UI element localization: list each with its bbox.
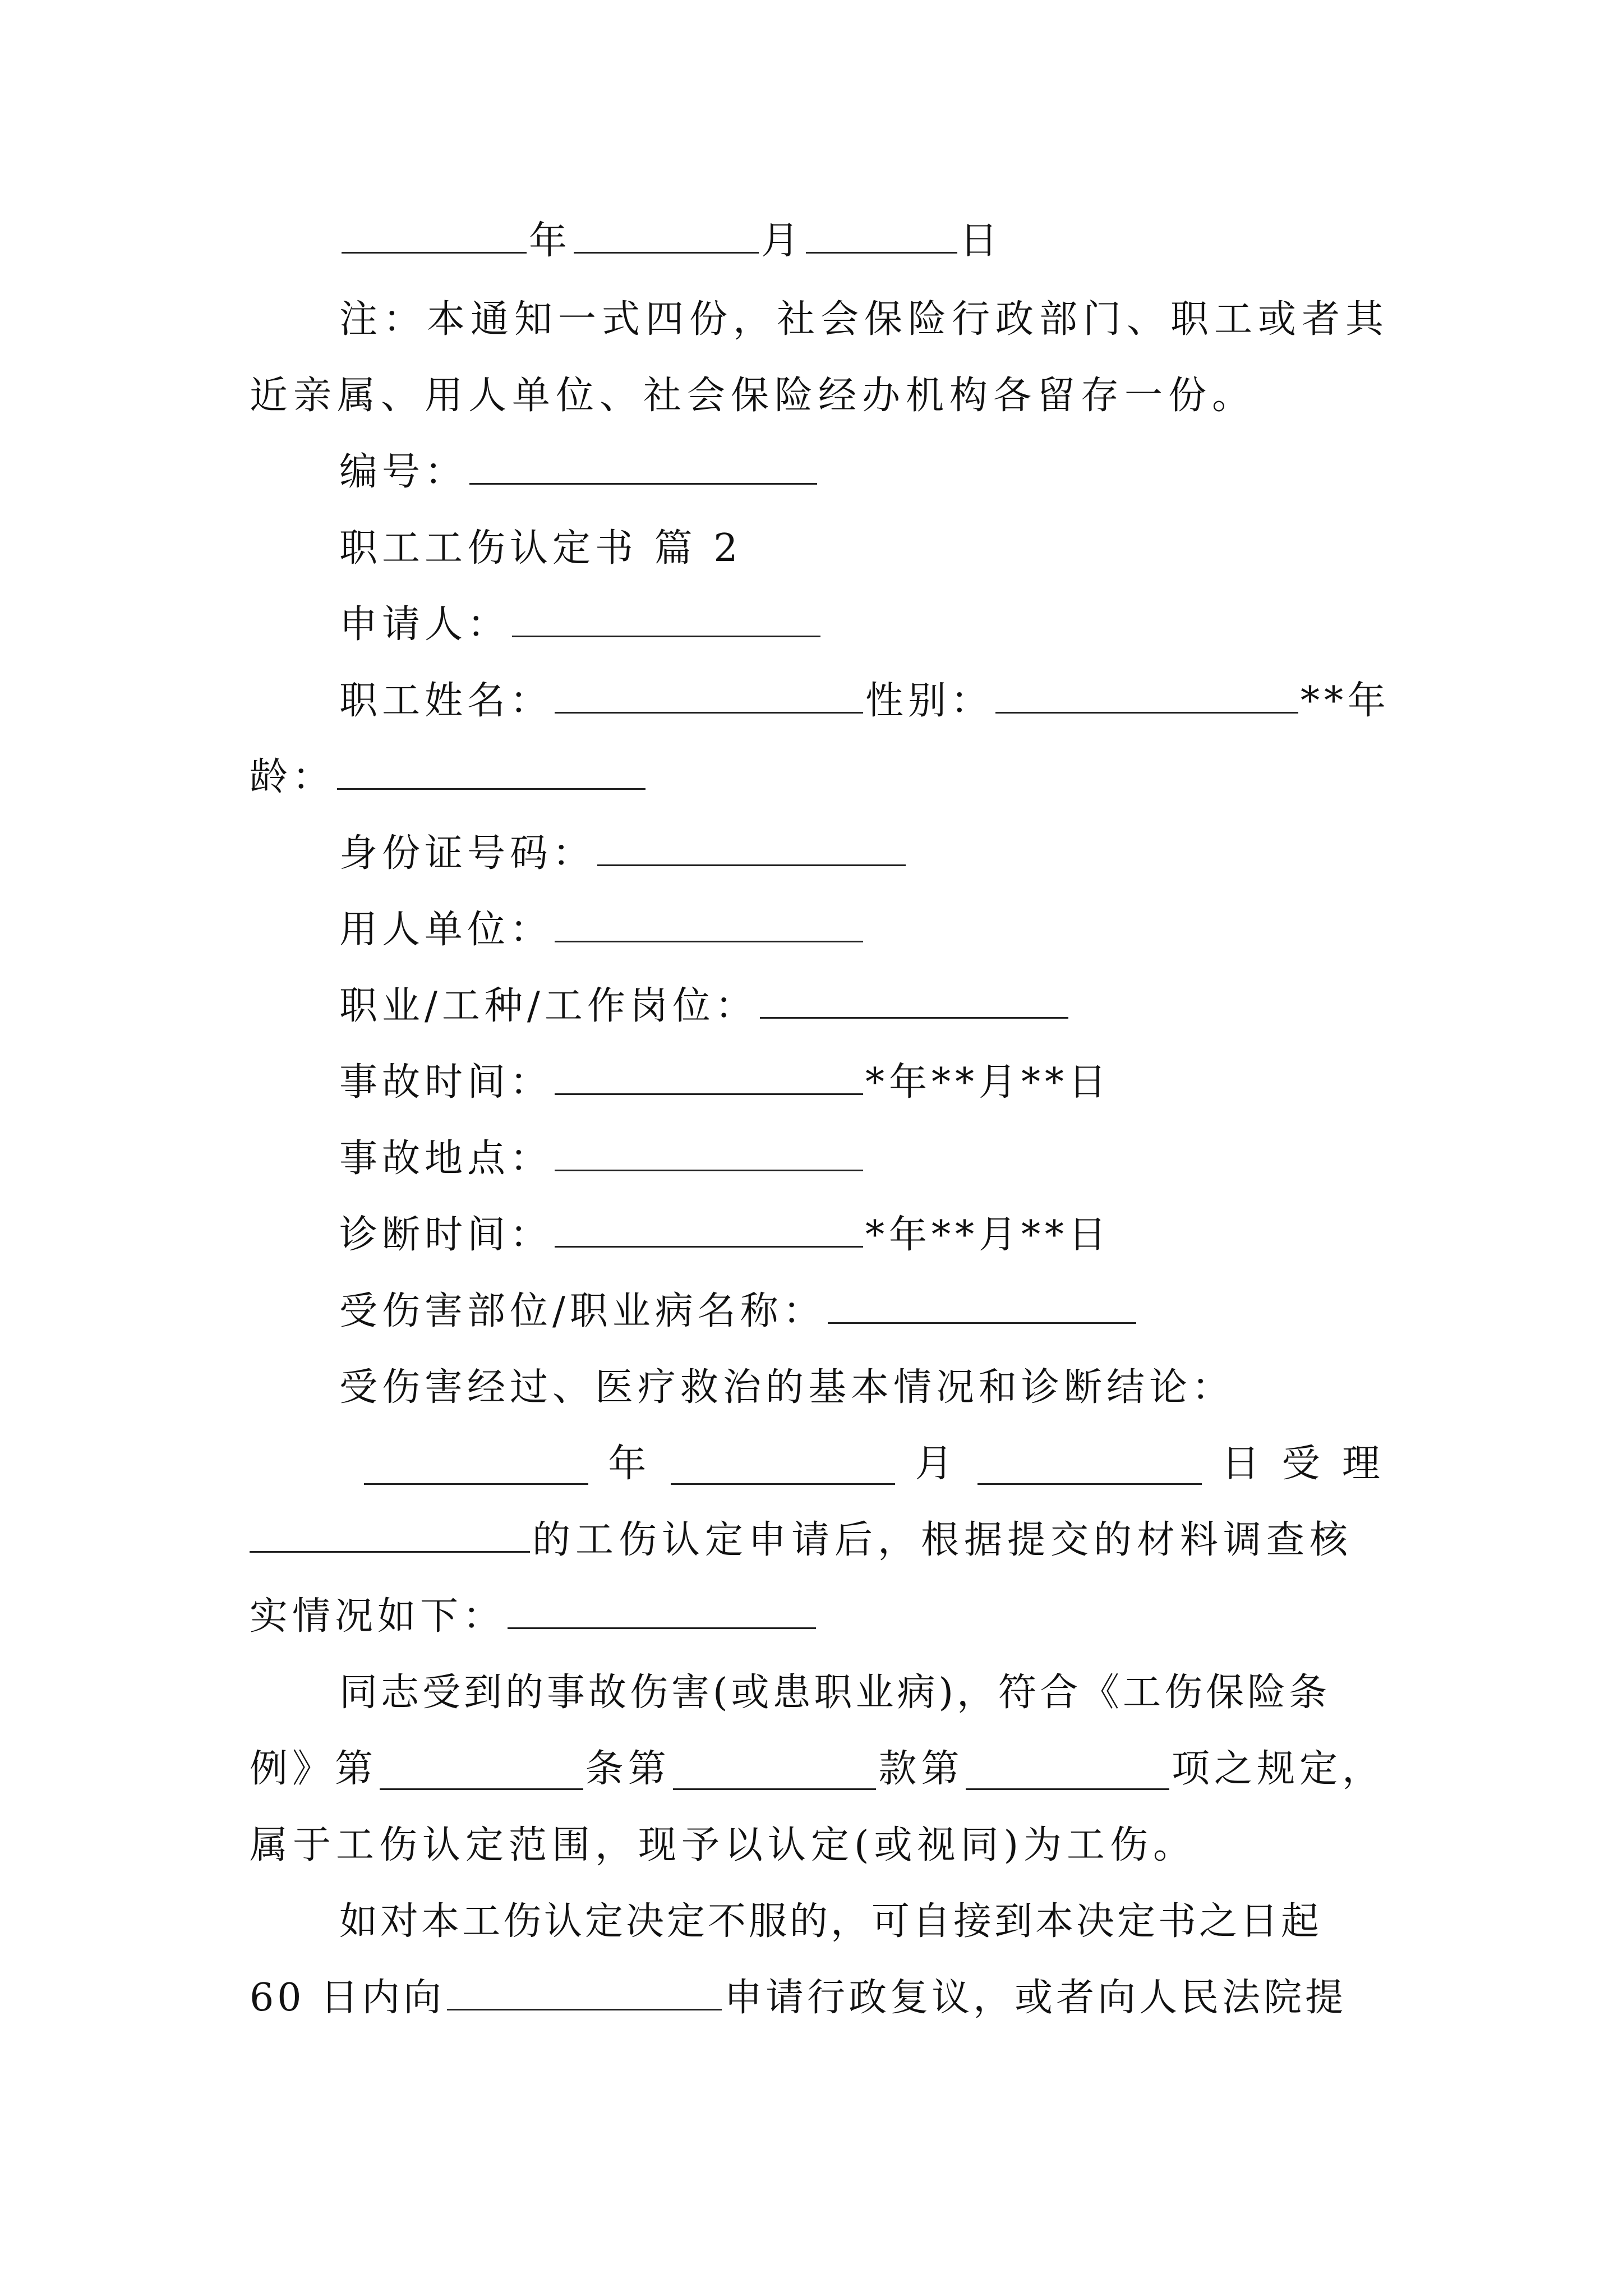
employer-label: 用人单位：: [339, 908, 553, 952]
conclusion-line-3: 属于工伤认定范围，现予以认定(或视同)为工伤。: [250, 1823, 1197, 1867]
accept-line-3: [250, 1585, 1385, 1648]
accident-place-blank: [555, 1130, 863, 1171]
conclusion-line-1: 同志受到的事故伤害(或患职业病)，符合《工伤保险条: [339, 1671, 1331, 1715]
conclusion-line-2: [250, 1738, 1385, 1801]
diagnosis-time-value: *年**月**日: [865, 1213, 1112, 1257]
employer-line: [250, 899, 1385, 961]
tiao-label: 条第: [585, 1747, 671, 1791]
id-line: [250, 822, 1385, 885]
accept-year-blank: [364, 1444, 588, 1485]
appeal-prefix: 60 日内向: [250, 1976, 445, 2020]
age-line: [250, 746, 1385, 809]
occupation-blank: [760, 978, 1068, 1019]
age-label-part1: **年: [1301, 679, 1391, 723]
accept-month-label: 月: [915, 1442, 958, 1486]
diagnosis-time-line: [250, 1204, 1385, 1267]
occupation-line: [250, 975, 1385, 1038]
appeal-suffix: 申请行政复议，或者向人民法院提: [724, 1976, 1347, 2020]
injury-part-blank: [828, 1283, 1136, 1324]
applicant-name-blank: [250, 1512, 530, 1553]
appeal-line-1: 如对本工伤认定决定不服的，可自接到本决定书之日起: [339, 1899, 1322, 1944]
accident-place-label: 事故地点：: [339, 1137, 553, 1181]
accident-time-value: *年**月**日: [865, 1060, 1112, 1105]
day-blank: [806, 213, 957, 254]
clause-blank: [673, 1749, 877, 1790]
month-label: 月: [761, 219, 804, 263]
article-prefix: 例》第: [250, 1747, 378, 1791]
section-title: 职工工伤认定书 篇 2: [339, 526, 743, 570]
name-blank: [555, 673, 863, 714]
accept-line-2-text: 的工伤认定申请后，根据提交的材料调查核: [532, 1518, 1353, 1562]
number-label: 编号：: [339, 450, 468, 494]
accident-time-line: [250, 1051, 1385, 1114]
injury-process-label: 受伤害经过、医疗救治的基本情况和诊断结论：: [339, 1365, 1235, 1410]
injury-part-label: 受伤害部位/职业病名称：: [339, 1289, 826, 1333]
occupation-label: 职业/工种/工作岗位：: [339, 984, 758, 1028]
accept-month-blank: [671, 1444, 895, 1485]
appeal-line-2: [250, 1967, 1385, 2030]
handle-label: 理: [1341, 1442, 1385, 1486]
number-line: [250, 441, 1385, 504]
applicant-line: [250, 593, 1385, 656]
accident-place-line: [250, 1128, 1385, 1190]
xiang-label: 项之规定，: [1171, 1747, 1385, 1791]
gender-label: 性别：: [865, 679, 994, 723]
diagnosis-time-blank: [555, 1207, 863, 1248]
accident-time-label: 事故时间：: [339, 1060, 553, 1105]
accept-line-2: [250, 1509, 1385, 1572]
date-line: [250, 210, 1385, 273]
diagnosis-time-label: 诊断时间：: [339, 1213, 553, 1257]
accept-line: [250, 1433, 1385, 1496]
name-label: 职工姓名：: [339, 679, 553, 723]
employer-blank: [555, 901, 863, 942]
item-blank: [966, 1749, 1169, 1790]
kuan-label: 款第: [878, 1747, 964, 1791]
month-blank: [574, 213, 759, 254]
accept-year-label: 年: [608, 1442, 651, 1486]
note-line-2: 近亲属、用人单位、社会保险经办机构各留存一份。: [250, 374, 1256, 418]
applicant-blank: [512, 596, 820, 637]
number-blank: [469, 444, 817, 485]
name-gender-line: [250, 670, 1391, 733]
accept-label: 受: [1281, 1442, 1325, 1486]
age-blank: [337, 749, 645, 790]
accident-time-blank: [555, 1054, 863, 1095]
note-line-1: 注：本通知一式四份，社会保险行政部门、职工或者其: [339, 297, 1390, 342]
injury-part-line: [250, 1280, 1385, 1343]
day-label: 日: [960, 219, 1003, 263]
id-blank: [597, 825, 906, 866]
year-blank: [342, 213, 527, 254]
accept-day-blank: [978, 1444, 1202, 1485]
review-agency-blank: [447, 1970, 722, 2010]
article-blank: [380, 1749, 583, 1790]
accept-line-3-text: 实情况如下：: [250, 1594, 506, 1639]
investigation-blank: [508, 1588, 816, 1629]
year-label: 年: [529, 219, 572, 263]
applicant-label: 申请人：: [339, 602, 510, 647]
gender-blank: [995, 673, 1298, 714]
id-label: 身份证号码：: [339, 831, 596, 876]
accept-day-label: 日: [1221, 1442, 1265, 1486]
age-label-part2: 龄：: [250, 755, 335, 799]
